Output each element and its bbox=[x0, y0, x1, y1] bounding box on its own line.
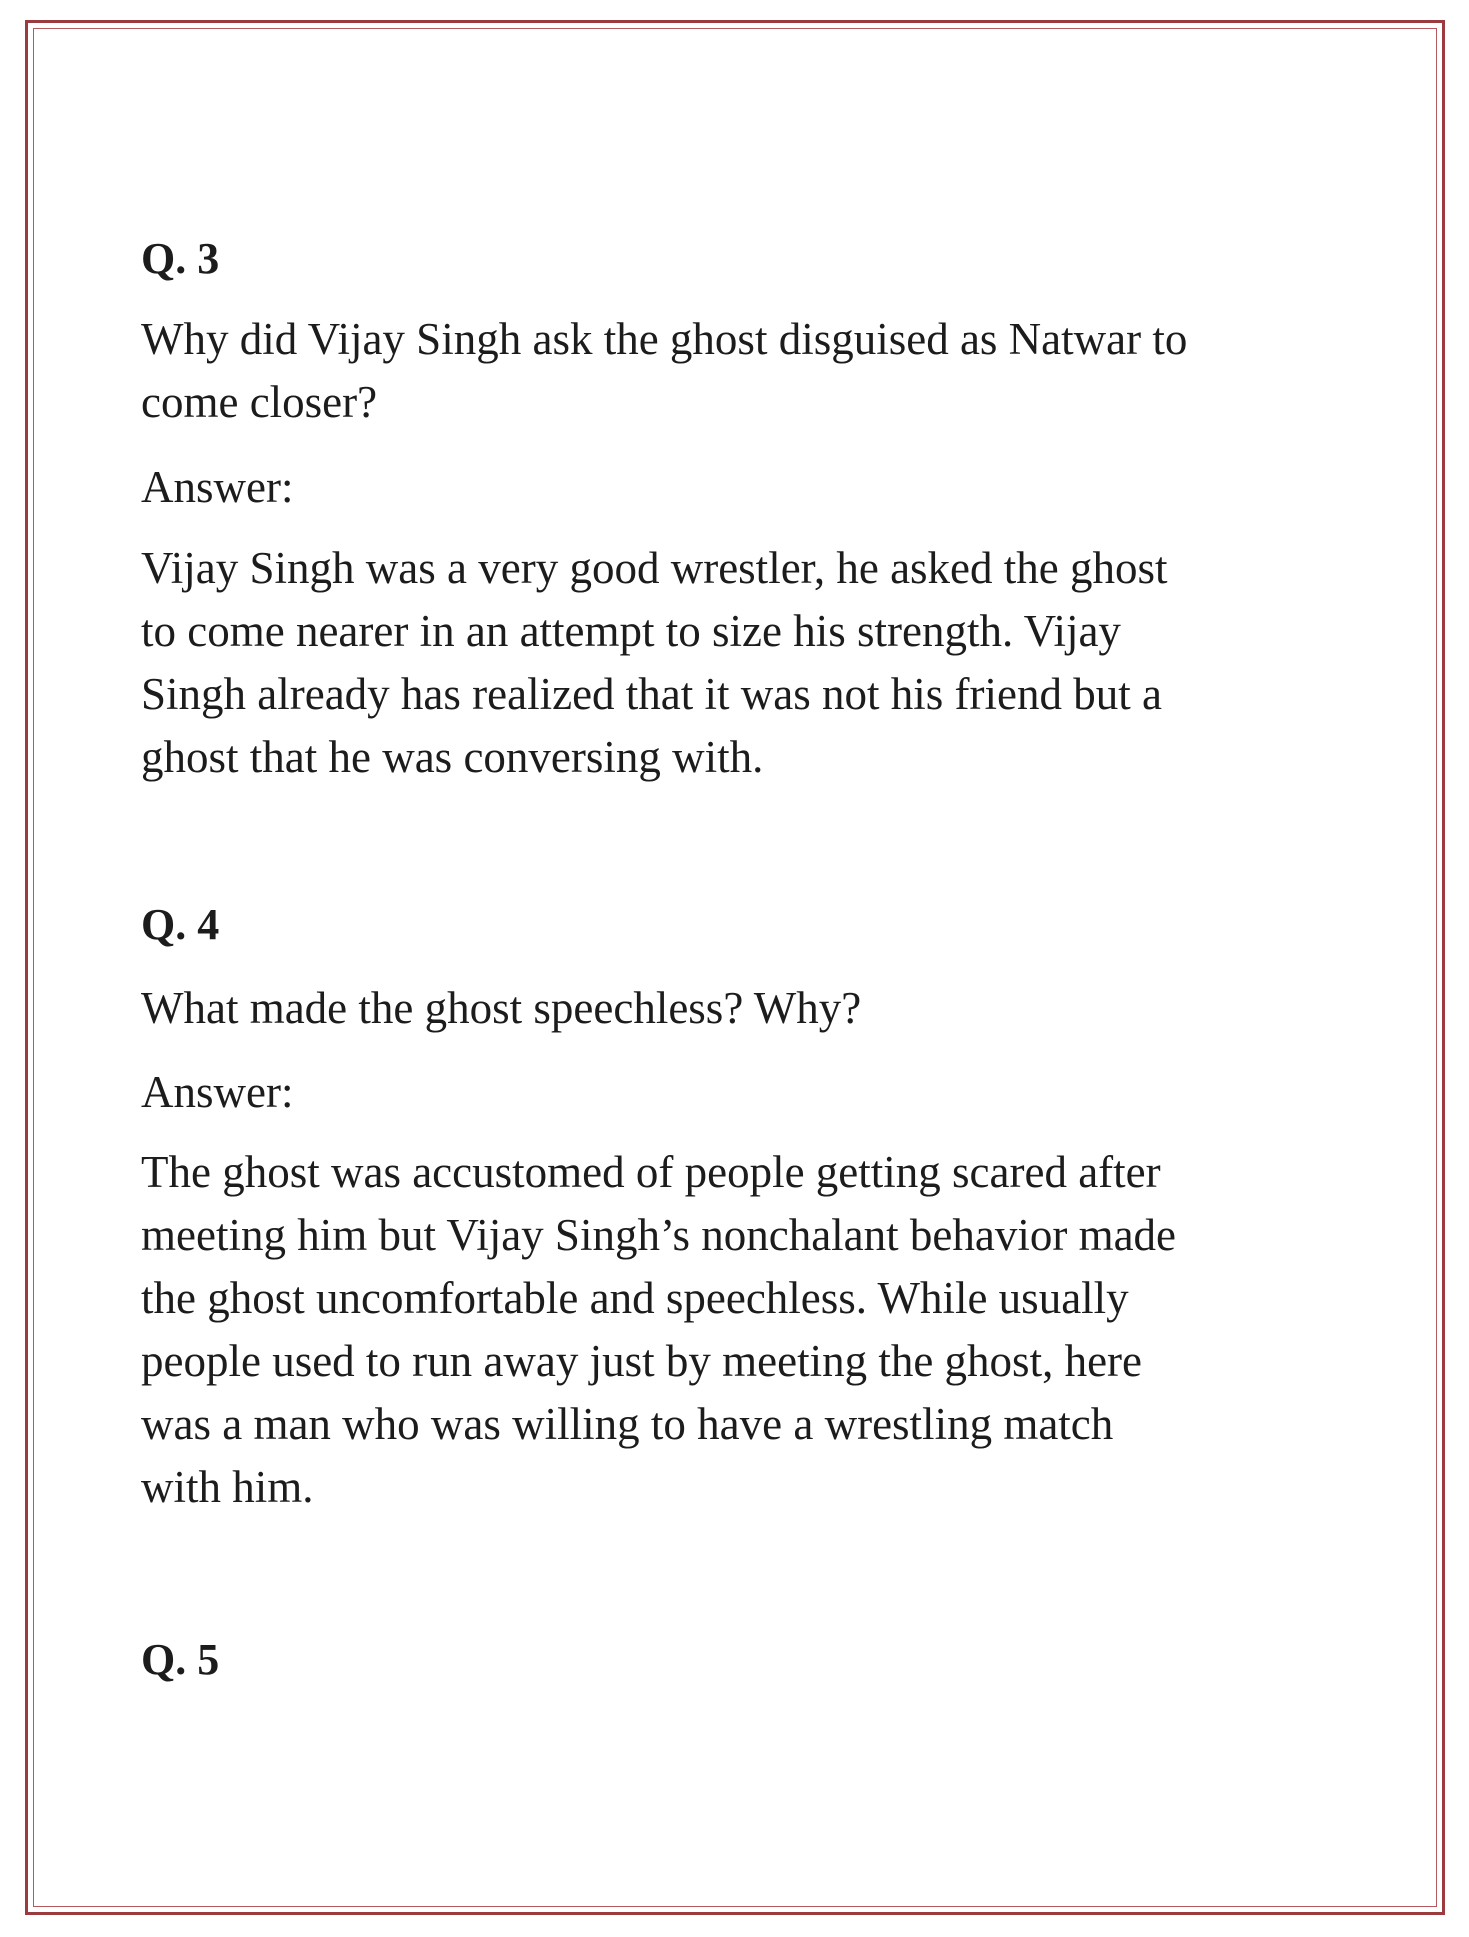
answer-4-line-3: the ghost uncomfortable and speechless. While usually bbox=[141, 1273, 1129, 1323]
question-5-label: Q. 5 bbox=[141, 1635, 220, 1684]
answer-4-line-6: with him. bbox=[141, 1462, 314, 1512]
answer-4-text bbox=[141, 1141, 1361, 1519]
question-4-line-1: What made the ghost speechless? Why? bbox=[141, 983, 862, 1033]
question-3-line-1: Why did Vijay Singh ask the ghost disguised as Natwar to bbox=[141, 314, 1188, 364]
question-3-label: Q. 3 bbox=[141, 234, 220, 283]
answer-4-line-5: was a man who was willing to have a wrestling match bbox=[141, 1399, 1114, 1449]
answer-3-text bbox=[141, 537, 1361, 789]
answer-3-label: Answer: bbox=[141, 462, 294, 512]
answer-3-line-1: Vijay Singh was a very good wrestler, he asked the ghost bbox=[141, 543, 1168, 593]
question-4-text bbox=[141, 977, 1361, 1040]
question-3-line-2: come closer? bbox=[141, 377, 378, 427]
answer-3-line-3: Singh already has realized that it was not his friend but a bbox=[141, 669, 1162, 719]
question-3-text bbox=[141, 308, 1361, 434]
answer-4-line-4: people used to run away just by meeting the ghost, here bbox=[141, 1336, 1143, 1386]
answer-4-line-2: meeting him but Vijay Singh’s nonchalant behavior made bbox=[141, 1210, 1177, 1260]
answer-4-label: Answer: bbox=[141, 1067, 294, 1117]
question-4-label: Q. 4 bbox=[141, 900, 220, 949]
answer-3-line-4: ghost that he was conversing with. bbox=[141, 732, 764, 782]
answer-4-line-1: The ghost was accustomed of people getting scared after bbox=[141, 1147, 1161, 1197]
answer-3-line-2: to come nearer in an attempt to size his strength. Vijay bbox=[141, 606, 1121, 656]
